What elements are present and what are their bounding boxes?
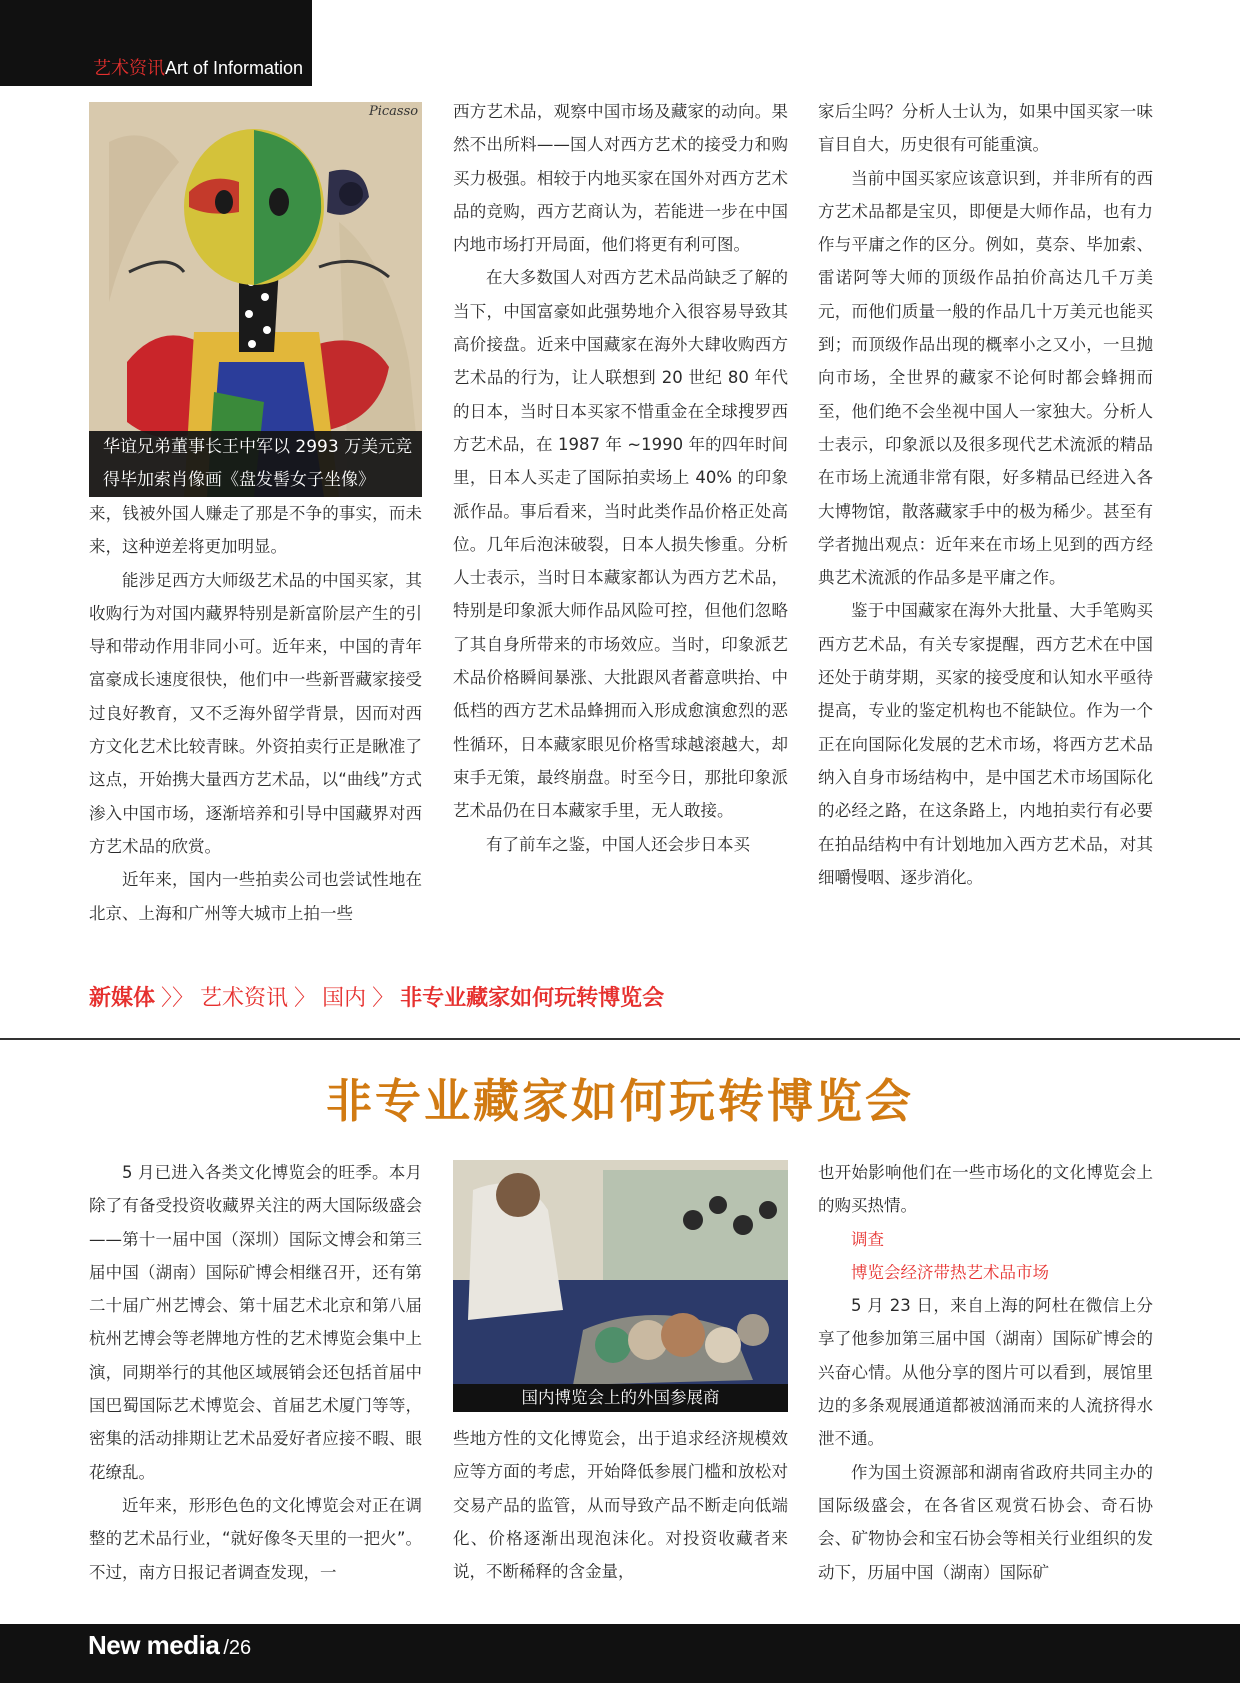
paragraph: 近年来，形形色色的文化博览会对正在调整的艺术品行业，“就好像冬天里的一把火”。不过，南方日报记者调查发现，一 — [89, 1495, 422, 1582]
paragraph: 当前中国买家应该意识到，并非所有的西方艺术品都是宝贝，即便是大师作品，也有力作与平庸之作的区分。例如，莫奈、毕加索、雷诺阿等大师的顶级作品拍价高达几千万美元，而他们质量一般的作品几十万美元也能买到；而顶级作品出现的概率小之又小，一旦抛向市场，全世界的藏家不论何时都会蜂拥而至，他们绝不会坐视中国人一家独大。分析人士表示，印象派以及很多现代艺术流派的精品在市场上流通非常有限，好多精品已经进入各大博物馆，散落藏家手中的极为稀少。甚至有学者抛出观点：近年来在市场上见到的西方经典艺术流派的作品多是平庸之作。 — [818, 168, 1153, 588]
paragraph: 有了前车之鉴，中国人还会步日本买 — [486, 834, 750, 854]
article1-column1 — [89, 497, 422, 930]
page-number: /26 — [223, 1637, 252, 1659]
section-header — [93, 54, 303, 80]
section-divider — [0, 1038, 1240, 1040]
paragraph: 西方艺术品，观察中国市场及藏家的动向。果然不出所料——国人对西方艺术的接受力和购买力极强。相较于内地买家在国外对西方艺术品的竞购，西方艺商认为，若能进一步在中国内地市场打开局面，他们将更有利可图。 — [453, 102, 788, 255]
paragraph: 5 月 23 日，来自上海的阿杜在微信上分享了他参加第三届中国（湖南）国际矿博会的兴奋心情。从他分享的图片可以看到，展馆里边的多条观展通道都被汹涌而来的人流挤得水泄不通。 — [818, 1296, 1153, 1449]
footer — [88, 1630, 251, 1661]
paragraph: 作为国土资源部和湖南省政府共同主办的国际级盛会，在各省区观赏石协会、奇石协会、矿物协会和宝石协会等相关行业组织的发动下，历届中国（湖南）国际矿 — [818, 1462, 1153, 1582]
article2-column2 — [453, 1422, 788, 1588]
painting-signature: Picasso — [369, 104, 419, 119]
article1-column3 — [818, 95, 1153, 894]
expo-scene — [453, 1160, 788, 1410]
breadcrumb-item-new-media[interactable]: 新媒体 — [89, 986, 156, 1011]
paragraph: 在大多数国人对西方艺术品尚缺乏了解的当下，中国富豪如此强势地介入很容易导致其高价接盘。近来中国藏家在海外大肆收购西方艺术品的行为，让人联想到 20 世纪 80 年代的日本，当时日本买家不惜重金在全球搜罗西方艺术品，在 1987 年 ~1990 年的四年时间里，日本人买走了国际拍卖场上 40% 的印象派作品。事后看来，当时此类作品价格正处高位。几年后泡沫破裂，日本人损失惨重。分析人士表示，当时日本藏家都认为西方艺术品，特别是印象派大师作品风险可控，但他们忽略了其自身所带来的市场效应。当时，印象派艺术品价格瞬间暴涨、大批跟风者蓄意哄抬、中低档的西方艺术品蜂拥而入形成愈演愈烈的恶性循环，日本藏家眼见价格雪球越滚越大，却束手无策，最终崩盘。时至今日，那批印象派艺术品仍在日本藏家手里，无人敢接。 — [453, 268, 788, 821]
expo-photo-caption: 国内博览会上的外国参展商 — [453, 1384, 788, 1412]
article1-column2 — [453, 95, 788, 861]
breadcrumb-separator: 〉〉 — [161, 986, 195, 1011]
caption-line: 华谊兄弟董事长王中军以 2993 万美元竞 — [103, 437, 413, 457]
breadcrumb-separator: 〉 — [372, 986, 395, 1011]
subheading: 博览会经济带热艺术品市场 — [851, 1262, 1049, 1282]
portrait-caption — [89, 431, 422, 497]
section-name-cn: 艺术资讯 — [93, 58, 165, 79]
footer-brand: New media — [88, 1630, 220, 1660]
subheading: 调查 — [851, 1229, 884, 1249]
breadcrumb-item-domestic[interactable]: 国内 — [322, 986, 367, 1011]
expo-photo — [453, 1160, 788, 1410]
breadcrumb-separator: 〉 — [294, 986, 317, 1011]
article-headline: 非专业藏家如何玩转博览会 — [326, 1074, 914, 1128]
section-name-en: Art of Information — [165, 58, 304, 78]
paragraph: 能涉足西方大师级艺术品的中国买家，其收购行为对国内藏界特别是新富阶层产生的引导和带动作用非同小可。近年来，中国的青年富豪成长速度很快，他们中一些新晋藏家接受过良好教育，又不乏海外留学背景，因而对西方文化艺术比较青睐。外资拍卖行正是瞅准了这点，开始携大量西方艺术品，以“曲线”方式渗入中国市场，逐渐培养和引导中国藏界对西方艺术品的欣赏。 — [89, 570, 422, 856]
paragraph: 5 月已进入各类文化博览会的旺季。本月除了有备受投资收藏界关注的两大国际级盛会——第十一届中国（深圳）国际文博会和第三届中国（湖南）国际矿博会相继召开，还有第二十届广州艺博会、第十届艺术北京和第八届杭州艺博会等老牌地方性的艺术博览会集中上演，同期举行的其他区域展销会还包括首届中国巴蜀国际艺术博览会、首届艺术厦门等等，密集的活动排期让艺术品爱好者应接不暇、眼花缭乱。 — [89, 1163, 422, 1482]
paragraph: 近年来，国内一些拍卖公司也尝试性地在北京、上海和广州等大城市上拍一些 — [89, 870, 422, 923]
breadcrumb — [89, 984, 664, 1014]
paragraph: 鉴于中国藏家在海外大批量、大手笔购买西方艺术品，有关专家提醒，西方艺术在中国还处于萌芽期，买家的接受度和认知水平亟待提高，专业的鉴定机构也不能缺位。作为一个正在向国际化发展的艺术市场，将西方艺术品纳入自身市场结构中，是中国艺术市场国际化的必经之路，在这条路上，内地拍卖行有必要在拍品结构中有计划地加入西方艺术品，对其细嚼慢咽、逐步消化。 — [818, 601, 1153, 887]
paragraph: 也开始影响他们在一些市场化的文化博览会上的购买热情。 — [818, 1163, 1153, 1216]
article2-column1 — [89, 1156, 422, 1589]
caption-line: 得毕加索肖像画《盘发髻女子坐像》 — [103, 470, 375, 490]
breadcrumb-item-art-info[interactable]: 艺术资讯 — [200, 986, 289, 1011]
breadcrumb-current: 非专业藏家如何玩转博览会 — [400, 986, 665, 1011]
article2-column3 — [818, 1156, 1153, 1589]
paragraph: 些地方性的文化博览会，出于追求经济规模效应等方面的考虑，开始降低参展门槛和放松对交易产品的监管，从而导致产品不断走向低端化、价格逐渐出现泡沫化。对投资收藏者来说，不断稀释的含金量， — [453, 1429, 788, 1582]
paragraph: 家后尘吗？分析人士认为，如果中国买家一味盲目自大，历史很有可能重演。 — [818, 102, 1153, 155]
paragraph: 来，钱被外国人赚走了那是不争的事实，而未来，这种逆差将更加明显。 — [89, 504, 422, 557]
